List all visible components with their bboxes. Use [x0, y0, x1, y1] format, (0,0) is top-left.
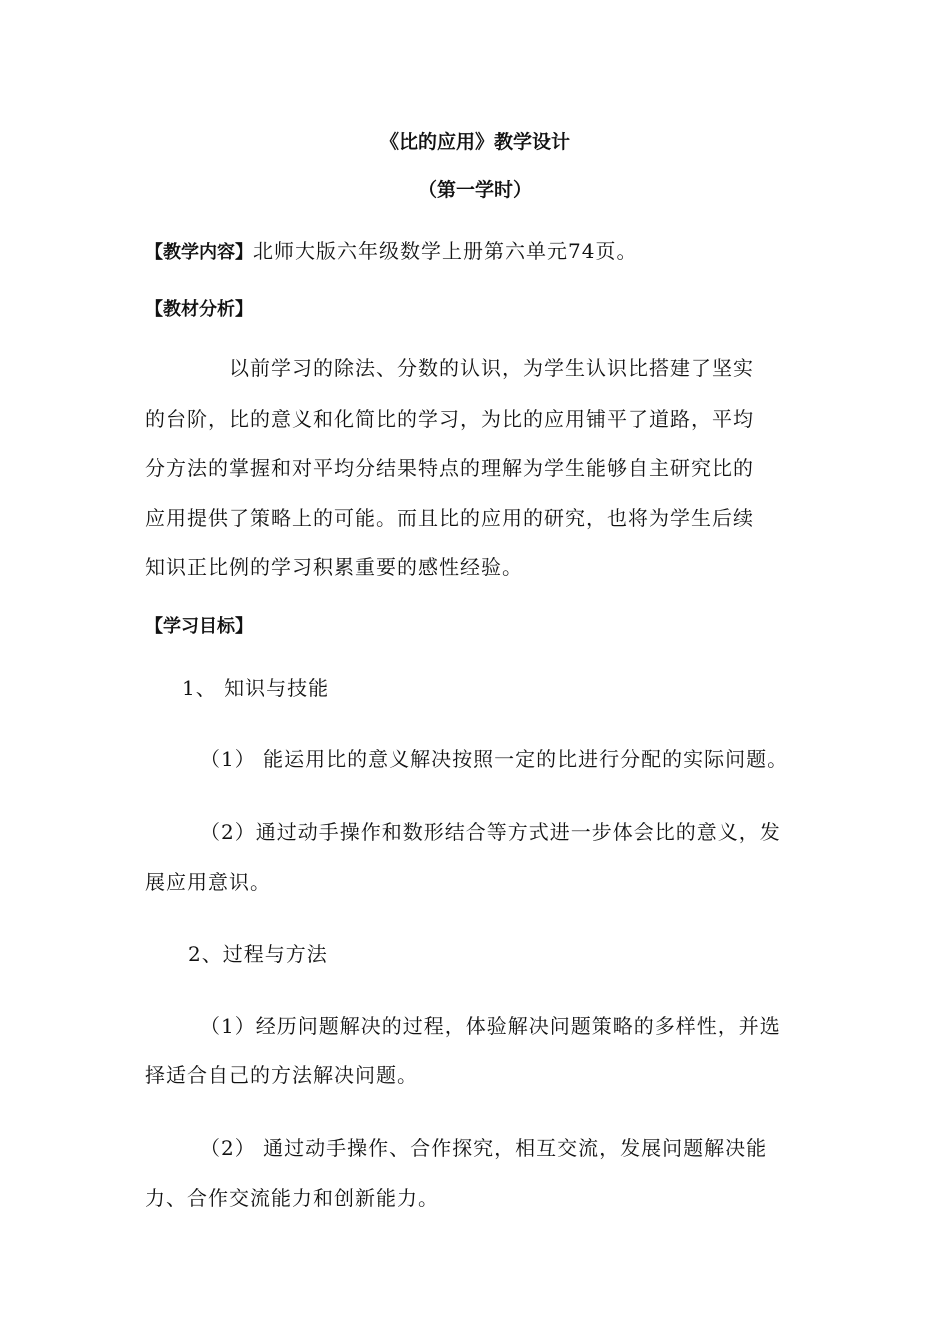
analysis-line: 的台阶，比的意义和化简比的学习，为比的应用铺平了道路，平均	[145, 407, 754, 431]
content-heading: 【教学内容】	[145, 242, 253, 263]
goals-item: （2） 通过动手操作、合作探究，相互交流，发展问题解决能	[200, 1136, 768, 1160]
content-paragraph	[145, 235, 637, 264]
analysis-heading: 【教材分析】	[145, 299, 253, 320]
goals-item: （1）经历问题解决的过程，体验解决问题策略的多样性，并选	[200, 1014, 781, 1038]
goals-item: （1） 能运用比的意义解决按照一定的比进行分配的实际问题。	[200, 747, 789, 771]
content-text: 北师大版六年级数学上册第六单元74页。	[253, 239, 638, 263]
goals-section-title: 1、 知识与技能	[182, 676, 330, 700]
document-subtitle: （第一学时）	[417, 179, 532, 201]
document-title: 《比的应用》教学设计	[379, 131, 570, 153]
goals-item: （2）通过动手操作和数形结合等方式进一步体会比的意义，发	[200, 820, 781, 844]
analysis-line: 知识正比例的学习积累重要的感性经验。	[145, 555, 523, 579]
analysis-line: 以前学习的除法、分数的认识，为学生认识比搭建了坚实	[229, 356, 754, 380]
goals-item-continued: 力、合作交流能力和创新能力。	[145, 1186, 439, 1210]
analysis-line: 应用提供了策略上的可能。而且比的应用的研究，也将为学生后续	[145, 506, 754, 530]
goals-item-continued: 展应用意识。	[145, 870, 271, 894]
goals-section-title: 2、过程与方法	[188, 942, 328, 966]
goals-item-continued: 择适合自己的方法解决问题。	[145, 1063, 418, 1087]
analysis-line: 分方法的掌握和对平均分结果特点的理解为学生能够自主研究比的	[145, 456, 754, 480]
goals-heading: 【学习目标】	[145, 616, 253, 637]
